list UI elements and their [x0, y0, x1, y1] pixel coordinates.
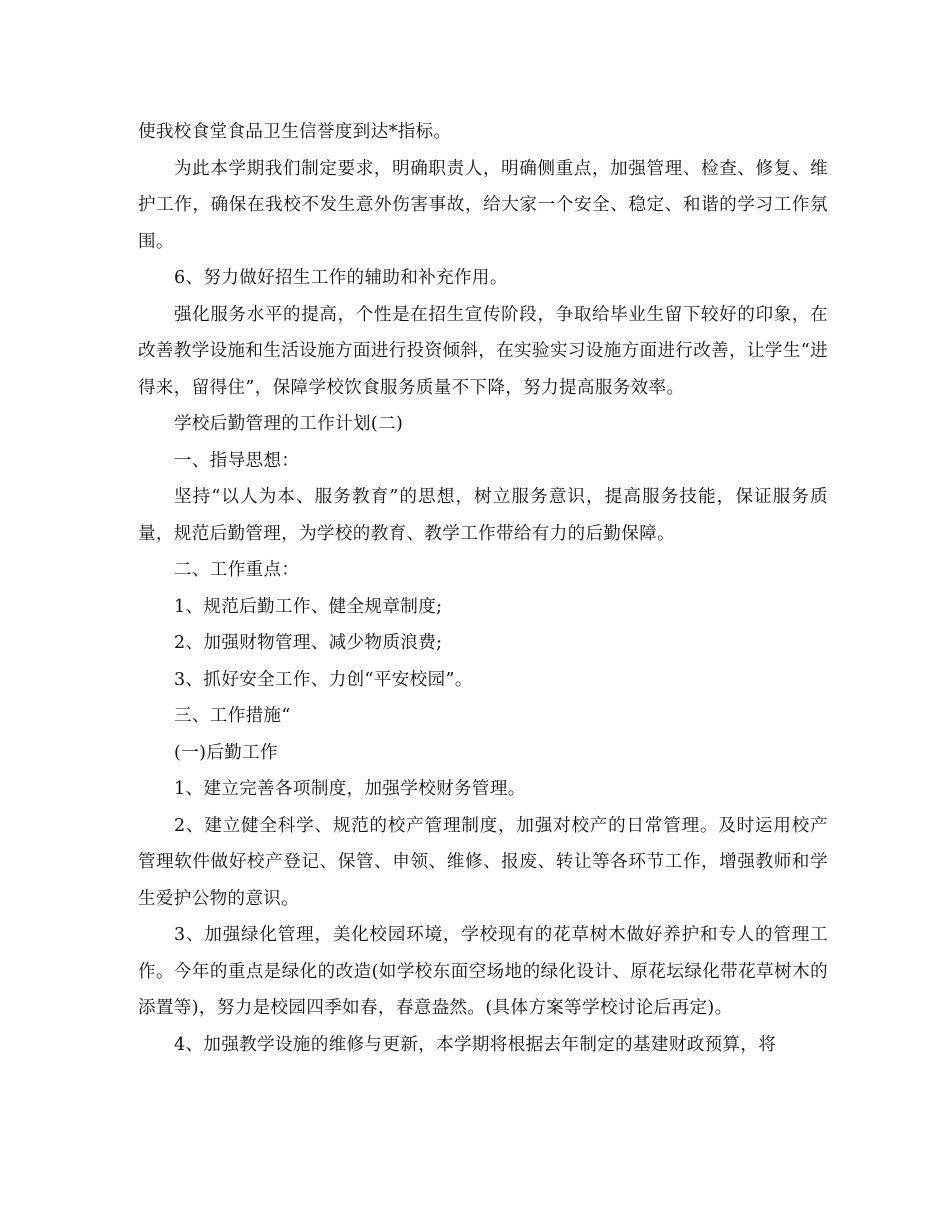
list-item: 3、加强绿化管理，美化校园环境，学校现有的花草树木做好养护和专人的管理工作。今年的重点是绿化的改造(如学校东面空场地的绿化设计、原花坛绿化带花草树木的添置等)，努力是校园四季如春，春意盎然。(具体方案等学校讨论后再定)。	[138, 925, 828, 1018]
paragraph: 坚持“以人为本、服务教育”的思想，树立服务意识，提高服务技能，保证服务质量，规范后勤管理，为学校的教育、教学工作带给有力的后勤保障。	[138, 487, 828, 544]
list-item: 1、建立完善各项制度，加强学校财务管理。	[174, 779, 526, 799]
paragraph: 6、努力做好招生工作的辅助和补充作用。	[174, 268, 508, 288]
paragraph: 使我校食堂食品卫生信誉度到达*指标。	[138, 122, 452, 142]
document-body	[138, 114, 828, 1063]
list-item: 3、抓好安全工作、力创“平安校园”。	[174, 669, 473, 690]
section-title: 学校后勤管理的工作计划(二)	[174, 414, 404, 434]
list-item: 4、加强教学设施的维修与更新，本学期将根据去年制定的基建财政预算，将	[174, 1034, 777, 1055]
list-item: 2、加强财物管理、减少物质浪费;	[174, 633, 443, 653]
list-item: 1、规范后勤工作、健全规章制度;	[174, 596, 443, 617]
heading: 三、工作措施“	[174, 706, 291, 726]
paragraph: 强化服务水平的提高，个性是在招生宣传阶段，争取给毕业生留下较好的印象，在改善教学设施和生活设施方面进行投资倾斜，在实验实习设施方面进行改善，让学生“进得来，留得住”，保障学校饮食服务质量不下降，努力提高服务效率。	[138, 304, 828, 398]
subheading: (一)后勤工作	[174, 742, 278, 763]
paragraph: 为此本学期我们制定要求，明确职责人，明确侧重点，加强管理、检查、修复、维护工作，确保在我校不发生意外伤害事故，给大家一个安全、稳定、和谐的学习工作氛围。	[138, 158, 828, 252]
heading: 二、工作重点：	[174, 560, 300, 580]
list-item: 2、建立健全科学、规范的校产管理制度，加强对校产的日常管理。及时运用校产管理软件做好校产登记、保管、申领、维修、报废、转让等各环节工作，增强教师和学生爱护公物的意识。	[138, 815, 828, 909]
heading: 一、指导思想：	[174, 450, 300, 471]
